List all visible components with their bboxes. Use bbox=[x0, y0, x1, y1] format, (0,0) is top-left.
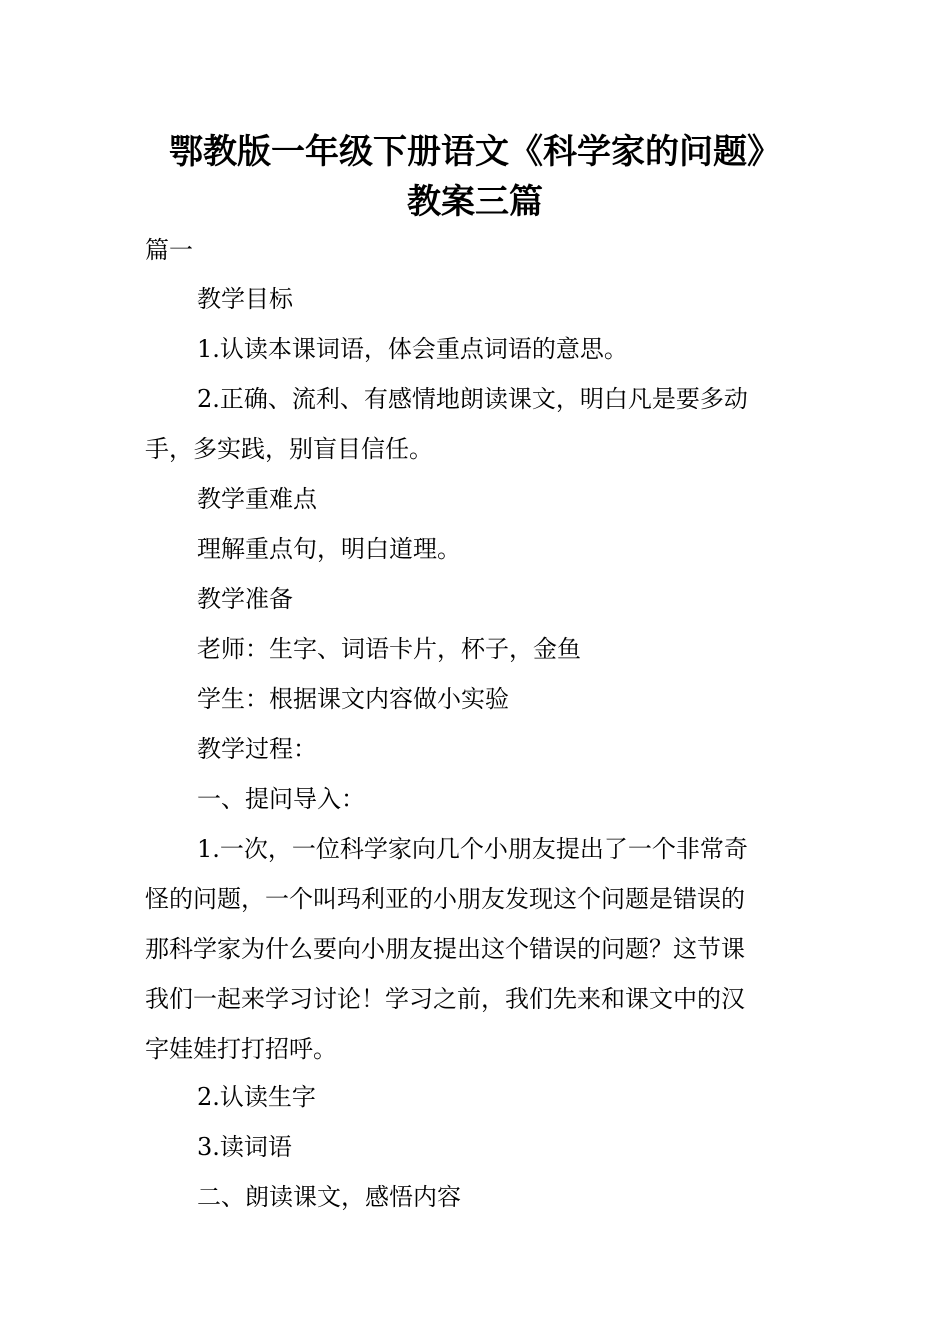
paragraph-line: 怪的问题，一个叫玛利亚的小朋友发现这个问题是错误的 bbox=[145, 885, 745, 913]
paragraph-line: 1.一次，一位科学家向几个小朋友提出了一个非常奇 bbox=[197, 835, 748, 863]
document-title-line-2: 教案三篇 bbox=[407, 182, 543, 222]
paragraph-line: 我们一起来学习讨论！学习之前，我们先来和课文中的汉 bbox=[145, 985, 745, 1013]
document-title-line-1: 鄂教版一年级下册语文《科学家的问题》 bbox=[169, 132, 781, 172]
subheading-teaching-goals: 教学目标 bbox=[197, 285, 293, 313]
subheading-preparation: 教学准备 bbox=[197, 585, 293, 613]
subheading-process: 教学过程： bbox=[197, 735, 317, 763]
paragraph-line: 字娃娃打打招呼。 bbox=[145, 1035, 337, 1063]
paragraph-line: 1.认读本课词语，体会重点词语的意思。 bbox=[197, 335, 628, 363]
section-heading: 篇一 bbox=[145, 236, 193, 264]
paragraph-line: 二、朗读课文，感悟内容 bbox=[197, 1183, 461, 1211]
paragraph-line: 学生：根据课文内容做小实验 bbox=[197, 685, 509, 713]
paragraph-line: 2.正确、流利、有感情地朗读课文，明白凡是要多动 bbox=[197, 385, 748, 413]
paragraph-line: 一、提问导入： bbox=[197, 785, 365, 813]
paragraph-line: 老师：生字、词语卡片，杯子，金鱼 bbox=[197, 635, 581, 663]
subheading-key-points: 教学重难点 bbox=[197, 485, 317, 513]
paragraph-line: 2.认读生字 bbox=[197, 1083, 316, 1111]
paragraph-line: 理解重点句，明白道理。 bbox=[197, 535, 461, 563]
paragraph-line: 手，多实践，别盲目信任。 bbox=[145, 435, 433, 463]
paragraph-line: 3.读词语 bbox=[197, 1133, 292, 1161]
paragraph-line: 那科学家为什么要向小朋友提出这个错误的问题？这节课 bbox=[145, 935, 745, 963]
